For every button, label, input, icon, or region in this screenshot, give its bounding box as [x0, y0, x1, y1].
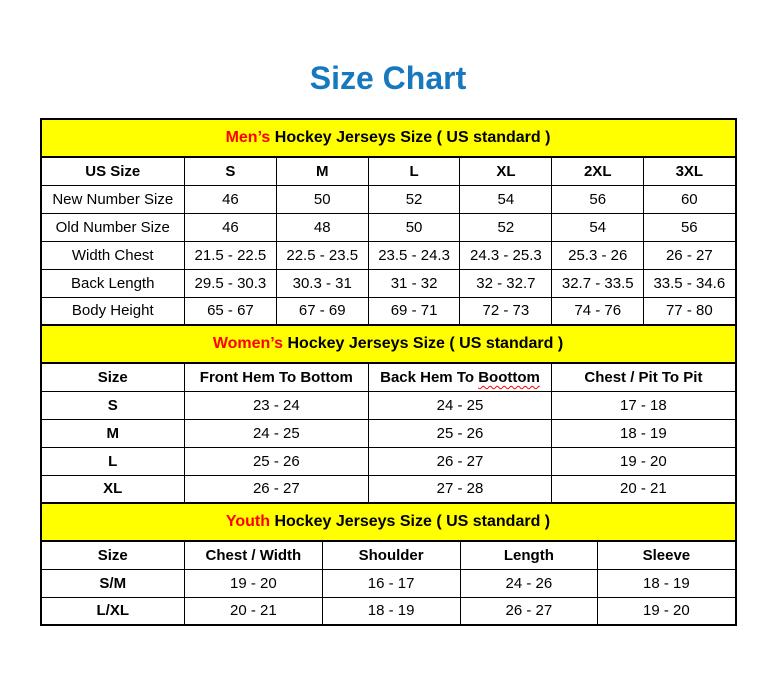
value-cell: 50 [276, 185, 368, 213]
value-cell: 54 [552, 213, 644, 241]
value-cell: 16 - 17 [322, 569, 460, 597]
table-row [41, 185, 736, 213]
row-label: Width Chest [41, 241, 185, 269]
youth-size-table [40, 540, 737, 626]
table-row [41, 241, 736, 269]
size-tables [40, 118, 737, 626]
value-cell: 32 - 32.7 [460, 269, 552, 297]
column-header-size: Size [41, 363, 185, 391]
value-cell: 56 [644, 213, 736, 241]
youth-caption-rest: Hockey Jerseys Size ( US standard ) [270, 513, 551, 530]
table-row [41, 391, 736, 419]
misspelled-word: Boottom [478, 368, 540, 386]
page-title: Size Chart [309, 60, 467, 96]
mens-caption-highlight: Men’s [225, 129, 271, 146]
value-cell: 18 - 19 [598, 569, 736, 597]
value-cell: 29.5 - 30.3 [185, 269, 277, 297]
column-header-row [41, 157, 736, 185]
table-row [41, 447, 736, 475]
row-label: S [41, 391, 185, 419]
table-row [41, 269, 736, 297]
table-row [41, 419, 736, 447]
value-cell: 46 [185, 213, 277, 241]
value-cell: 24 - 26 [460, 569, 598, 597]
value-cell: 27 - 28 [368, 475, 552, 503]
value-cell: 60 [644, 185, 736, 213]
column-header-m: M [276, 157, 368, 185]
mens-section-header [40, 118, 737, 156]
value-cell: 74 - 76 [552, 297, 644, 325]
value-cell: 21.5 - 22.5 [185, 241, 277, 269]
value-cell: 24 - 25 [368, 391, 552, 419]
value-cell: 23 - 24 [185, 391, 369, 419]
value-cell: 24 - 25 [185, 419, 369, 447]
youth-section-header [40, 502, 737, 540]
column-header-2xl: 2XL [552, 157, 644, 185]
value-cell: 72 - 73 [460, 297, 552, 325]
table-row [41, 569, 736, 597]
value-cell: 26 - 27 [185, 475, 369, 503]
value-cell: 69 - 71 [368, 297, 460, 325]
row-label: New Number Size [41, 185, 185, 213]
value-cell: 52 [460, 213, 552, 241]
row-label: Back Length [41, 269, 185, 297]
column-header-xl: XL [460, 157, 552, 185]
section-womens [40, 324, 737, 504]
value-cell: 32.7 - 33.5 [552, 269, 644, 297]
value-cell: 17 - 18 [552, 391, 736, 419]
table-row [41, 213, 736, 241]
column-header-l: L [368, 157, 460, 185]
column-header-back-hem-to-boottom: Back Hem To Boottom [368, 363, 552, 391]
row-label: Old Number Size [41, 213, 185, 241]
value-cell: 52 [368, 185, 460, 213]
column-header-length: Length [460, 541, 598, 569]
value-cell: 56 [552, 185, 644, 213]
column-header-front-hem-to-bottom: Front Hem To Bottom [185, 363, 369, 391]
womens-caption-rest: Hockey Jerseys Size ( US standard ) [283, 335, 564, 352]
value-cell: 50 [368, 213, 460, 241]
womens-size-table [40, 362, 737, 504]
value-cell: 19 - 20 [185, 569, 323, 597]
row-label: S/M [41, 569, 185, 597]
column-header-chest-pit-to-pit: Chest / Pit To Pit [552, 363, 736, 391]
column-header-row [41, 363, 736, 391]
value-cell: 18 - 19 [322, 597, 460, 625]
womens-section-header [40, 324, 737, 362]
value-cell: 19 - 20 [552, 447, 736, 475]
value-cell: 23.5 - 24.3 [368, 241, 460, 269]
value-cell: 33.5 - 34.6 [644, 269, 736, 297]
row-label: Body Height [41, 297, 185, 325]
column-header-us-size: US Size [41, 157, 185, 185]
value-cell: 25 - 26 [185, 447, 369, 475]
row-label: L [41, 447, 185, 475]
column-header-shoulder: Shoulder [322, 541, 460, 569]
column-header-size: Size [41, 541, 185, 569]
value-cell: 26 - 27 [460, 597, 598, 625]
section-youth [40, 502, 737, 626]
row-label: M [41, 419, 185, 447]
value-cell: 26 - 27 [368, 447, 552, 475]
value-cell: 54 [460, 185, 552, 213]
column-header-sleeve: Sleeve [598, 541, 736, 569]
value-cell: 48 [276, 213, 368, 241]
value-cell: 77 - 80 [644, 297, 736, 325]
value-cell: 46 [185, 185, 277, 213]
table-row [41, 597, 736, 625]
value-cell: 24.3 - 25.3 [460, 241, 552, 269]
mens-size-table [40, 156, 737, 326]
value-cell: 25 - 26 [368, 419, 552, 447]
mens-caption-rest: Hockey Jerseys Size ( US standard ) [270, 129, 551, 146]
value-cell: 67 - 69 [276, 297, 368, 325]
womens-caption-highlight: Women’s [212, 335, 284, 352]
section-mens [40, 118, 737, 326]
value-cell: 26 - 27 [644, 241, 736, 269]
value-cell: 20 - 21 [552, 475, 736, 503]
table-row [41, 475, 736, 503]
value-cell: 18 - 19 [552, 419, 736, 447]
column-header-s: S [185, 157, 277, 185]
value-cell: 65 - 67 [185, 297, 277, 325]
youth-caption-highlight: Youth [225, 513, 270, 530]
value-cell: 22.5 - 23.5 [276, 241, 368, 269]
column-header-3xl: 3XL [644, 157, 736, 185]
row-label: XL [41, 475, 185, 503]
value-cell: 19 - 20 [598, 597, 736, 625]
row-label: L/XL [41, 597, 185, 625]
value-cell: 20 - 21 [185, 597, 323, 625]
column-header-chest-width: Chest / Width [185, 541, 323, 569]
column-header-row [41, 541, 736, 569]
value-cell: 25.3 - 26 [552, 241, 644, 269]
value-cell: 30.3 - 31 [276, 269, 368, 297]
table-row [41, 297, 736, 325]
value-cell: 31 - 32 [368, 269, 460, 297]
